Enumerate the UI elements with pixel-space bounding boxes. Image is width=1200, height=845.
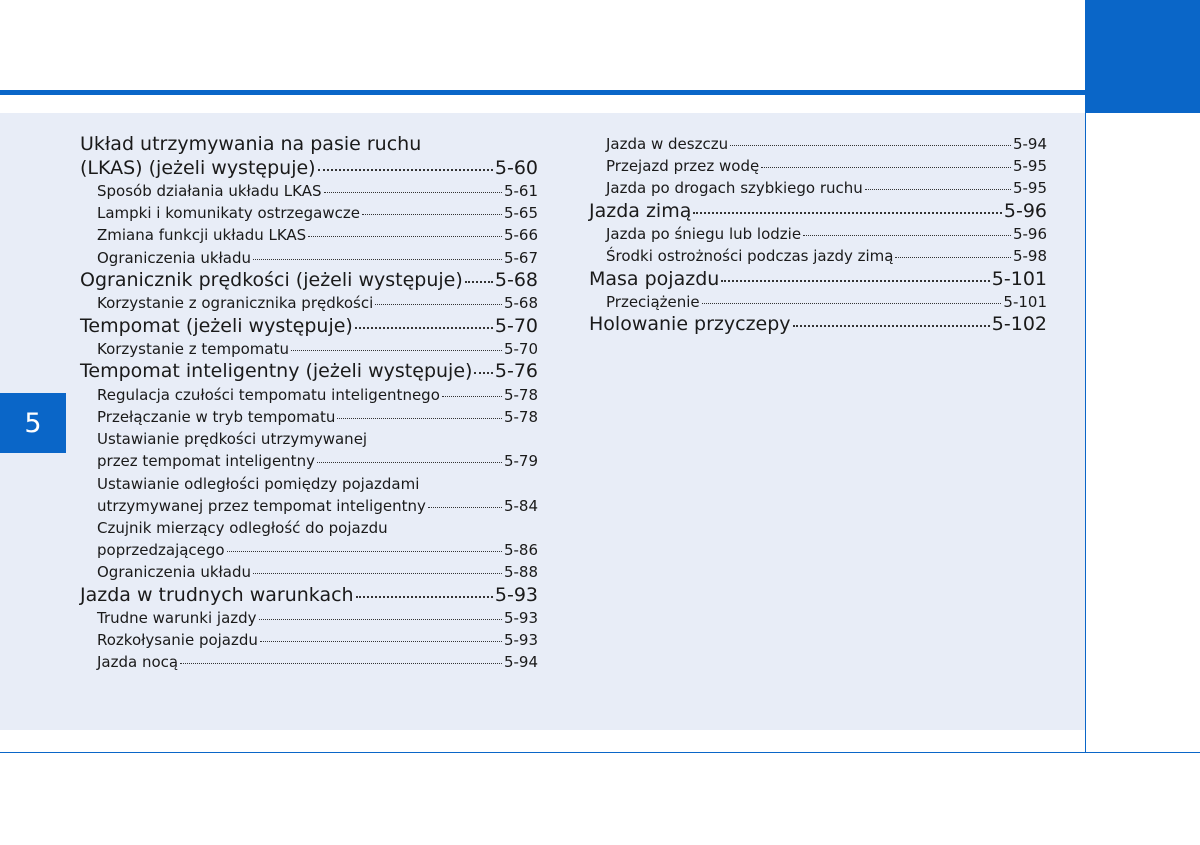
dot-leader: [730, 145, 1011, 146]
toc-entry-title: Przejazd przez wodę: [606, 157, 760, 176]
dot-leader: [180, 663, 502, 664]
corner-tab: [1085, 0, 1200, 113]
toc-entry-title: Masa pojazdu: [589, 267, 720, 290]
toc-entry-title: Korzystanie z ogranicznika prędkości: [97, 294, 374, 313]
toc-page-number: 5-84: [503, 496, 538, 515]
toc-subsection-entry[interactable]: [80, 629, 538, 651]
toc-page-number: 5-96: [1003, 199, 1047, 222]
dot-leader: [721, 280, 989, 282]
toc-page-number: 5-60: [494, 156, 538, 179]
toc-entry-title: Sposób działania układu LKAS: [97, 182, 322, 200]
dot-leader: [895, 257, 1010, 258]
toc-entry-title: Trudne warunki jazdy: [97, 609, 257, 628]
toc-entry-title: Zmiana funkcji układu LKAS: [97, 226, 307, 245]
dot-leader: [803, 235, 1011, 236]
toc-page-number: 5-68: [503, 294, 538, 313]
toc-page-number: 5-79: [503, 452, 538, 471]
toc-page-number: 5-76: [494, 360, 538, 383]
toc-page-number: 5-94: [503, 653, 538, 672]
toc-section-entry[interactable]: [589, 313, 1047, 337]
toc-page-number: 5-78: [503, 407, 538, 426]
toc-entry-text: Ustawianie prędkości utrzymywanej: [97, 430, 368, 449]
toc-page-number: 5-101: [991, 267, 1047, 290]
toc-page-number: 5-93: [494, 583, 538, 606]
dot-leader: [317, 462, 502, 463]
toc-entry-text: Układ utrzymywania na pasie ruchu: [80, 133, 422, 155]
chapter-number-tab: [0, 393, 66, 453]
chapter-number: 5: [24, 407, 42, 439]
toc-subsection-entry[interactable]: [80, 406, 538, 428]
dot-leader: [337, 418, 502, 419]
toc-entry-title: Jazda zimą: [589, 199, 692, 222]
toc-entry-title: (LKAS) (jeżeli występuje): [80, 156, 316, 179]
toc-page-number: 5-93: [503, 631, 538, 650]
dot-leader: [259, 619, 502, 620]
toc-subsection-entry[interactable]: [80, 224, 538, 246]
toc-entry-title: utrzymywanej przez tempomat inteligentny: [97, 496, 426, 515]
toc-section-entry[interactable]: [80, 269, 538, 293]
toc-page-number: 5-67: [503, 248, 538, 267]
toc-page-number: 5-61: [503, 182, 538, 200]
dot-leader: [260, 641, 502, 642]
toc-page-number: 5-102: [991, 313, 1047, 336]
toc-subsection-entry[interactable]: [80, 607, 538, 629]
toc-entry-title: Ograniczenia układu: [97, 248, 252, 267]
toc-subsection-entry[interactable]: [80, 292, 538, 314]
dot-leader: [362, 214, 502, 215]
toc-section-entry[interactable]: [80, 360, 538, 384]
toc-page-number: 5-93: [503, 609, 538, 628]
toc-entry-title: Ogranicznik prędkości (jeżeli występuje): [80, 268, 463, 291]
toc-subsection-entry[interactable]: [80, 247, 538, 269]
toc-subsection-entry[interactable]: [589, 177, 1047, 199]
bottom-rule: [0, 752, 1200, 753]
toc-page-number: 5-68: [494, 268, 538, 291]
dot-leader: [761, 167, 1011, 168]
toc-entry-title: poprzedzającego: [97, 541, 225, 560]
dot-leader: [355, 327, 493, 329]
toc-entry-text: Czujnik mierzący odległość do pojazdu: [97, 518, 388, 537]
toc-page-number: 5-66: [503, 226, 538, 245]
toc-subsection-entry[interactable]: [80, 384, 538, 406]
toc-page-number: 5-78: [503, 385, 538, 404]
toc-subsection-entry[interactable]: [80, 495, 538, 517]
dot-leader: [442, 396, 502, 397]
dot-leader: [291, 350, 502, 351]
toc-page-number: 5-96: [1012, 225, 1047, 244]
toc-entry-title: Holowanie przyczepy: [589, 313, 791, 336]
dot-leader: [375, 304, 502, 305]
toc-section-entry[interactable]: [589, 200, 1047, 224]
toc-entry-text: Ustawianie odległości pomiędzy pojazdami: [97, 474, 420, 493]
toc-entry-title: Regulacja czułości tempomatu inteligentnego: [97, 385, 440, 404]
toc-page-number: 5-70: [503, 340, 538, 359]
toc-entry-title: Jazda nocą: [97, 653, 179, 672]
toc-page-number: 5-98: [1012, 247, 1047, 266]
toc-subsection-entry[interactable]: [80, 651, 538, 673]
toc-entry-title: Tempomat inteligentny (jeżeli występuje): [80, 360, 473, 383]
dot-leader: [253, 259, 502, 260]
dot-leader: [465, 281, 493, 283]
toc-page-number: 5-95: [1012, 157, 1047, 176]
toc-entry-title: Tempomat (jeżeli występuje): [80, 314, 353, 337]
toc-subsection-entry[interactable]: [80, 561, 538, 583]
dot-leader: [428, 507, 502, 508]
dot-leader: [324, 192, 502, 193]
toc-subsection-entry[interactable]: [80, 539, 538, 561]
toc-section-entry[interactable]: [80, 157, 538, 181]
toc-page-number: 5-94: [1012, 135, 1047, 153]
toc-page-number: 5-86: [503, 541, 538, 560]
top-rule: [0, 90, 1085, 95]
dot-leader: [318, 169, 493, 171]
toc-entry-title: Środki ostrożności podczas jazdy zimą: [606, 247, 894, 266]
dot-leader: [474, 372, 492, 374]
toc-page-number: 5-88: [503, 563, 538, 582]
toc-page-number: 5-65: [503, 204, 538, 223]
toc-entry-title: Przeciążenie: [606, 293, 700, 312]
panel-right-edge: [1085, 113, 1086, 753]
toc-section-entry[interactable]: [589, 268, 1047, 292]
toc-entry-title: Rozkołysanie pojazdu: [97, 631, 258, 650]
toc-entry-title: Jazda w trudnych warunkach: [80, 583, 354, 606]
toc-entry-title: Przełączanie w tryb tempomatu: [97, 407, 336, 426]
toc-entry-title: Jazda w deszczu: [606, 135, 729, 153]
toc-left-column: [80, 133, 538, 674]
toc-entry-title: Lampki i komunikaty ostrzegawcze: [97, 204, 360, 223]
toc-entry-title: Jazda po śniegu lub lodzie: [606, 225, 802, 244]
toc-entry-title: przez tempomat inteligentny: [97, 452, 315, 471]
toc-page-number: 5-95: [1012, 179, 1047, 198]
toc-subsection-entry[interactable]: [589, 245, 1047, 267]
toc-entry-title: Korzystanie z tempomatu: [97, 340, 289, 359]
toc-section-entry[interactable]: [80, 584, 538, 608]
dot-leader: [793, 325, 990, 327]
toc-subsection-entry[interactable]: [589, 133, 1047, 155]
toc-section-entry[interactable]: [80, 315, 538, 339]
dot-leader: [253, 573, 502, 574]
toc-subsection-entry[interactable]: [80, 202, 538, 224]
dot-leader: [227, 551, 502, 552]
dot-leader: [702, 303, 1002, 304]
toc-subsection-entry[interactable]: [80, 450, 538, 472]
toc-page-number: 5-70: [494, 314, 538, 337]
toc-entry-title: Jazda po drogach szybkiego ruchu: [606, 179, 863, 198]
toc-entry-title: Ograniczenia układu: [97, 563, 252, 582]
dot-leader: [308, 236, 502, 237]
dot-leader: [693, 212, 1002, 214]
toc-subsection-entry[interactable]: [589, 291, 1047, 313]
toc-subsection-entry[interactable]: [80, 338, 538, 360]
toc-page-number: 5-101: [1003, 293, 1047, 312]
toc-subsection-entry[interactable]: [589, 155, 1047, 177]
toc-subsection-entry[interactable]: [589, 223, 1047, 245]
toc-subsection-entry[interactable]: [80, 180, 538, 202]
toc-right-column: [589, 133, 1047, 337]
dot-leader: [865, 189, 1011, 190]
dot-leader: [356, 596, 493, 598]
